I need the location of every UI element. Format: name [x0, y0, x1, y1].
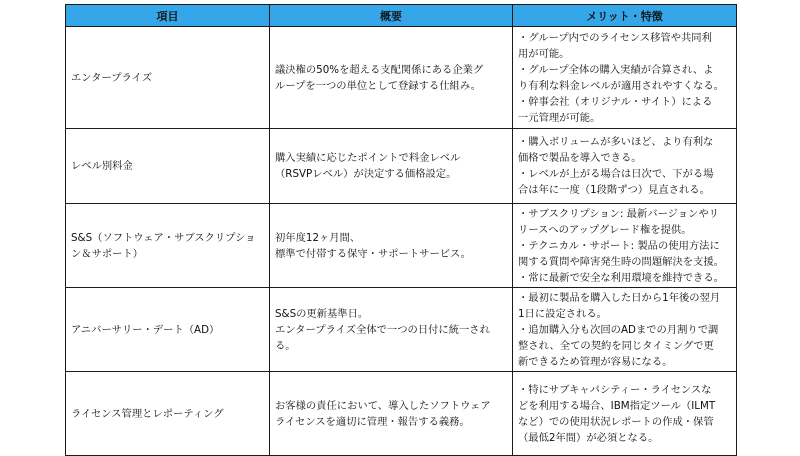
- header-overview: 概要: [270, 5, 513, 27]
- table-row: [66, 129, 737, 204]
- row-merits: ・サブスクリプション: 最新バージョンやリ リースへのアップグレード権を提供。 ・テクニカル・サポート: 製品の使用方法に 関する質問や障害発生時の問題解決を支援。 ・常に最新で安全な利用環境を維持できる。: [513, 204, 737, 288]
- table-row: [66, 288, 737, 372]
- row-overview: 議決権の50%を超える支配関係にある企業グ ループを一つの単位として登録する仕組み。: [270, 27, 513, 129]
- row-item: レベル別料金: [66, 129, 270, 204]
- table-row: [66, 372, 737, 456]
- row-overview: 購入実績に応じたポイントで料金レベル （RSVPレベル）が決定する価格設定。: [270, 129, 513, 204]
- row-overview: S&Sの更新基準日。 エンタープライズ全体で一つの日付に統一され る。: [270, 288, 513, 372]
- row-item: ライセンス管理とレポーティング: [66, 372, 270, 456]
- row-item: S&S（ソフトウェア・サブスクリプショ ン＆サポート）: [66, 204, 270, 288]
- table-row: [66, 27, 737, 129]
- license-terms-table: [65, 4, 737, 456]
- header-item: 項目: [66, 5, 270, 27]
- row-item: アニバーサリー・デート（AD）: [66, 288, 270, 372]
- row-merits: ・最初に製品を購入した日から1年後の翌月 1日に設定される。 ・追加購入分も次回のADまでの月割りで調 整され、全ての契約を同じタイミングで更 新できるため管理が容易になる。: [513, 288, 737, 372]
- row-overview: 初年度12ヶ月間、 標準で付帯する保守・サポートサービス。: [270, 204, 513, 288]
- table-header-row: [66, 5, 737, 27]
- header-merits: メリット・特徴: [513, 5, 737, 27]
- row-merits: ・購入ボリュームが多いほど、より有利な 価格で製品を導入できる。 ・レベルが上がる場合は日次で、下がる場 合は年に一度（1段階ずつ）見直される。: [513, 129, 737, 204]
- row-merits: ・特にサブキャパシティー・ライセンスな どを利用する場合、IBM指定ツール（ILMT など）での使用状況レポートの作成・保管 （最低2年間）が必須となる。: [513, 372, 737, 456]
- row-item: エンタープライズ: [66, 27, 270, 129]
- row-overview: お客様の責任において、導入したソフトウェア ライセンスを適切に管理・報告する義務。: [270, 372, 513, 456]
- table-row: [66, 204, 737, 288]
- row-merits: ・グループ内でのライセンス移管や共同利 用が可能。 ・グループ全体の購入実績が合算され、よ り有利な料金レベルが適用されやすくなる。 ・幹事会社（オリジナル・サイト）による 一元管理が可能。: [513, 27, 737, 129]
